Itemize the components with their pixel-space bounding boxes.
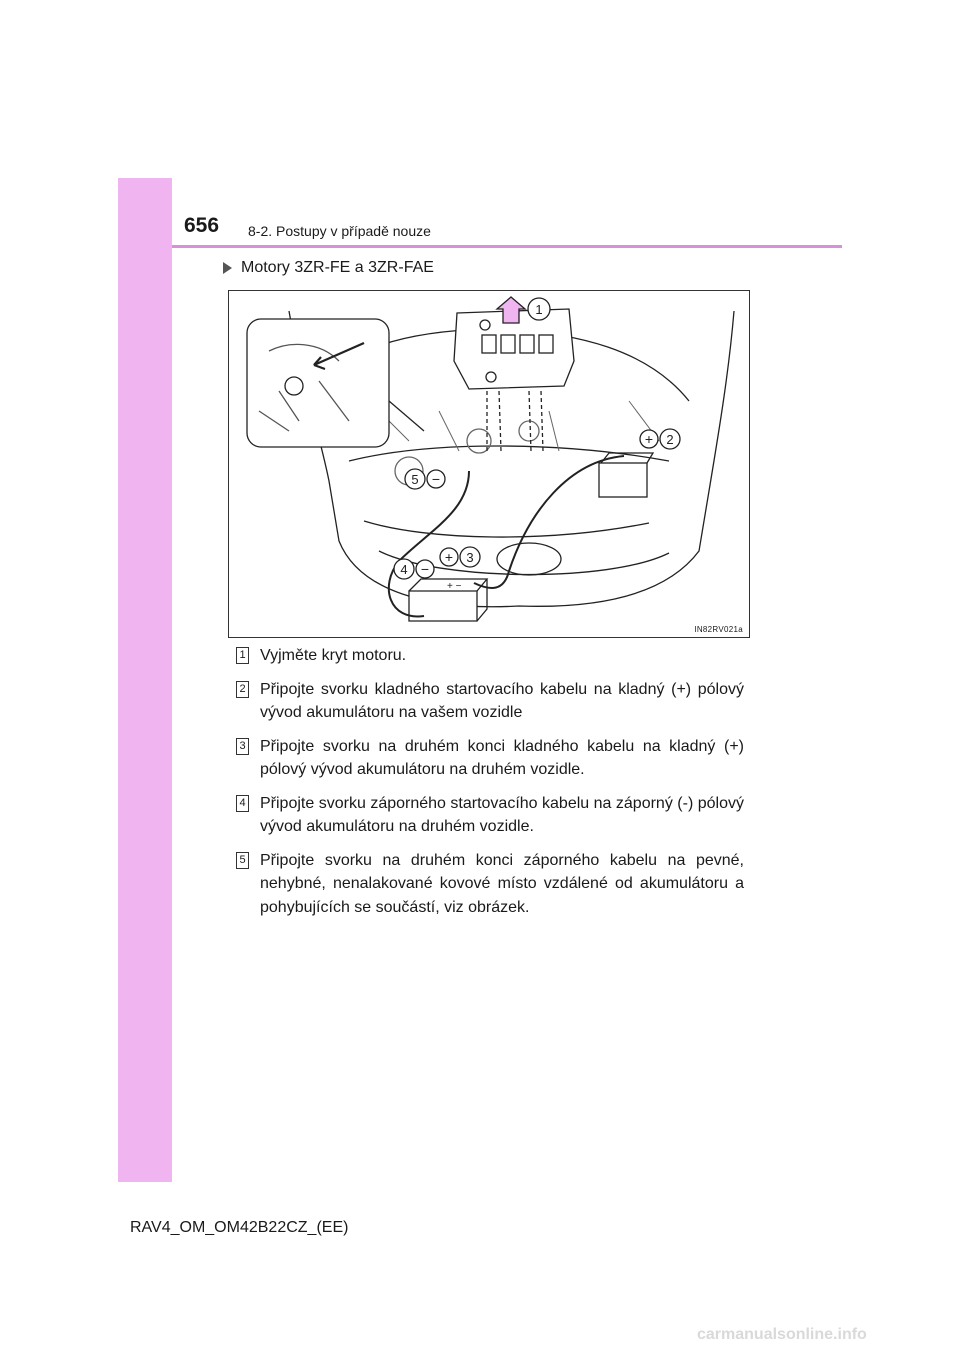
step-number: 2: [236, 681, 249, 698]
triangle-bullet-icon: [223, 262, 232, 274]
figure-code: IN82RV021a: [694, 625, 743, 634]
engine-detail-lines: [369, 401, 659, 451]
subheading: [223, 259, 434, 277]
callout-2-label: 2: [666, 432, 674, 447]
callout-5-label: 5: [411, 472, 419, 487]
step-item: [236, 678, 744, 725]
step-text: Připojte svorku kladného startovacího kabelu na kladný (+) pólový vývod akumulátoru na vašem vozidle: [260, 680, 744, 721]
step-text: Připojte svorku záporného startovacího kabelu na záporný (-) pólový vývod akumulátoru na druhém vozidle.: [260, 794, 744, 835]
document-footer: RAV4_OM_OM42B22CZ_(EE): [130, 1219, 349, 1236]
page-number: 656: [184, 214, 220, 237]
step-text: Připojte svorku na druhém konci záporného kabelu na pevné, nehybné, nenalakované kovové místo vzdálené od akumulátoru a pohybujících se součástí, viz obrázek.: [260, 851, 744, 916]
step-text: Připojte svorku na druhém konci kladného kabelu na kladný (+) pólový vývod akumulátoru na druhém vozidle.: [260, 737, 744, 778]
step-item: [236, 849, 744, 920]
header-divider: [172, 245, 842, 248]
cover-guide-lines: [487, 391, 543, 451]
step-number: 5: [236, 852, 249, 869]
step-item: [236, 735, 744, 782]
step-text: Vyjměte kryt motoru.: [260, 647, 407, 664]
callout-3-label: 3: [466, 550, 474, 565]
chapter-tab-bar: [118, 178, 172, 1182]
inset-detail: [247, 319, 389, 447]
callout-1-label: 1: [535, 302, 543, 317]
plus-sign-2-label: +: [644, 431, 654, 447]
callout-4-label: 4: [400, 562, 408, 577]
engine-detail-circle-2: [519, 421, 539, 441]
step-number: 1: [236, 647, 249, 664]
plus-sign-3-label: +: [444, 549, 454, 565]
section-title: 8-2. Postupy v případě nouze: [248, 223, 431, 239]
step-item: [236, 792, 744, 839]
steps-list: [236, 644, 744, 929]
step-number: 4: [236, 795, 249, 812]
subheading-text: Motory 3ZR-FE a 3ZR-FAE: [241, 259, 434, 276]
engine-jump-start-diagram: [229, 291, 749, 637]
engine-bay-illustration: [228, 290, 750, 638]
minus-sign-4-label: −: [420, 561, 430, 577]
step-number: 3: [236, 738, 249, 755]
minus-sign-5-label: −: [431, 471, 441, 487]
vehicle-battery: [599, 463, 647, 497]
battery-terminal-marks: + −: [447, 581, 462, 592]
emblem: [497, 543, 561, 575]
step-item: [236, 644, 744, 668]
bumper-line: [364, 521, 649, 537]
watermark: carmanualsonline.info: [697, 1326, 867, 1343]
